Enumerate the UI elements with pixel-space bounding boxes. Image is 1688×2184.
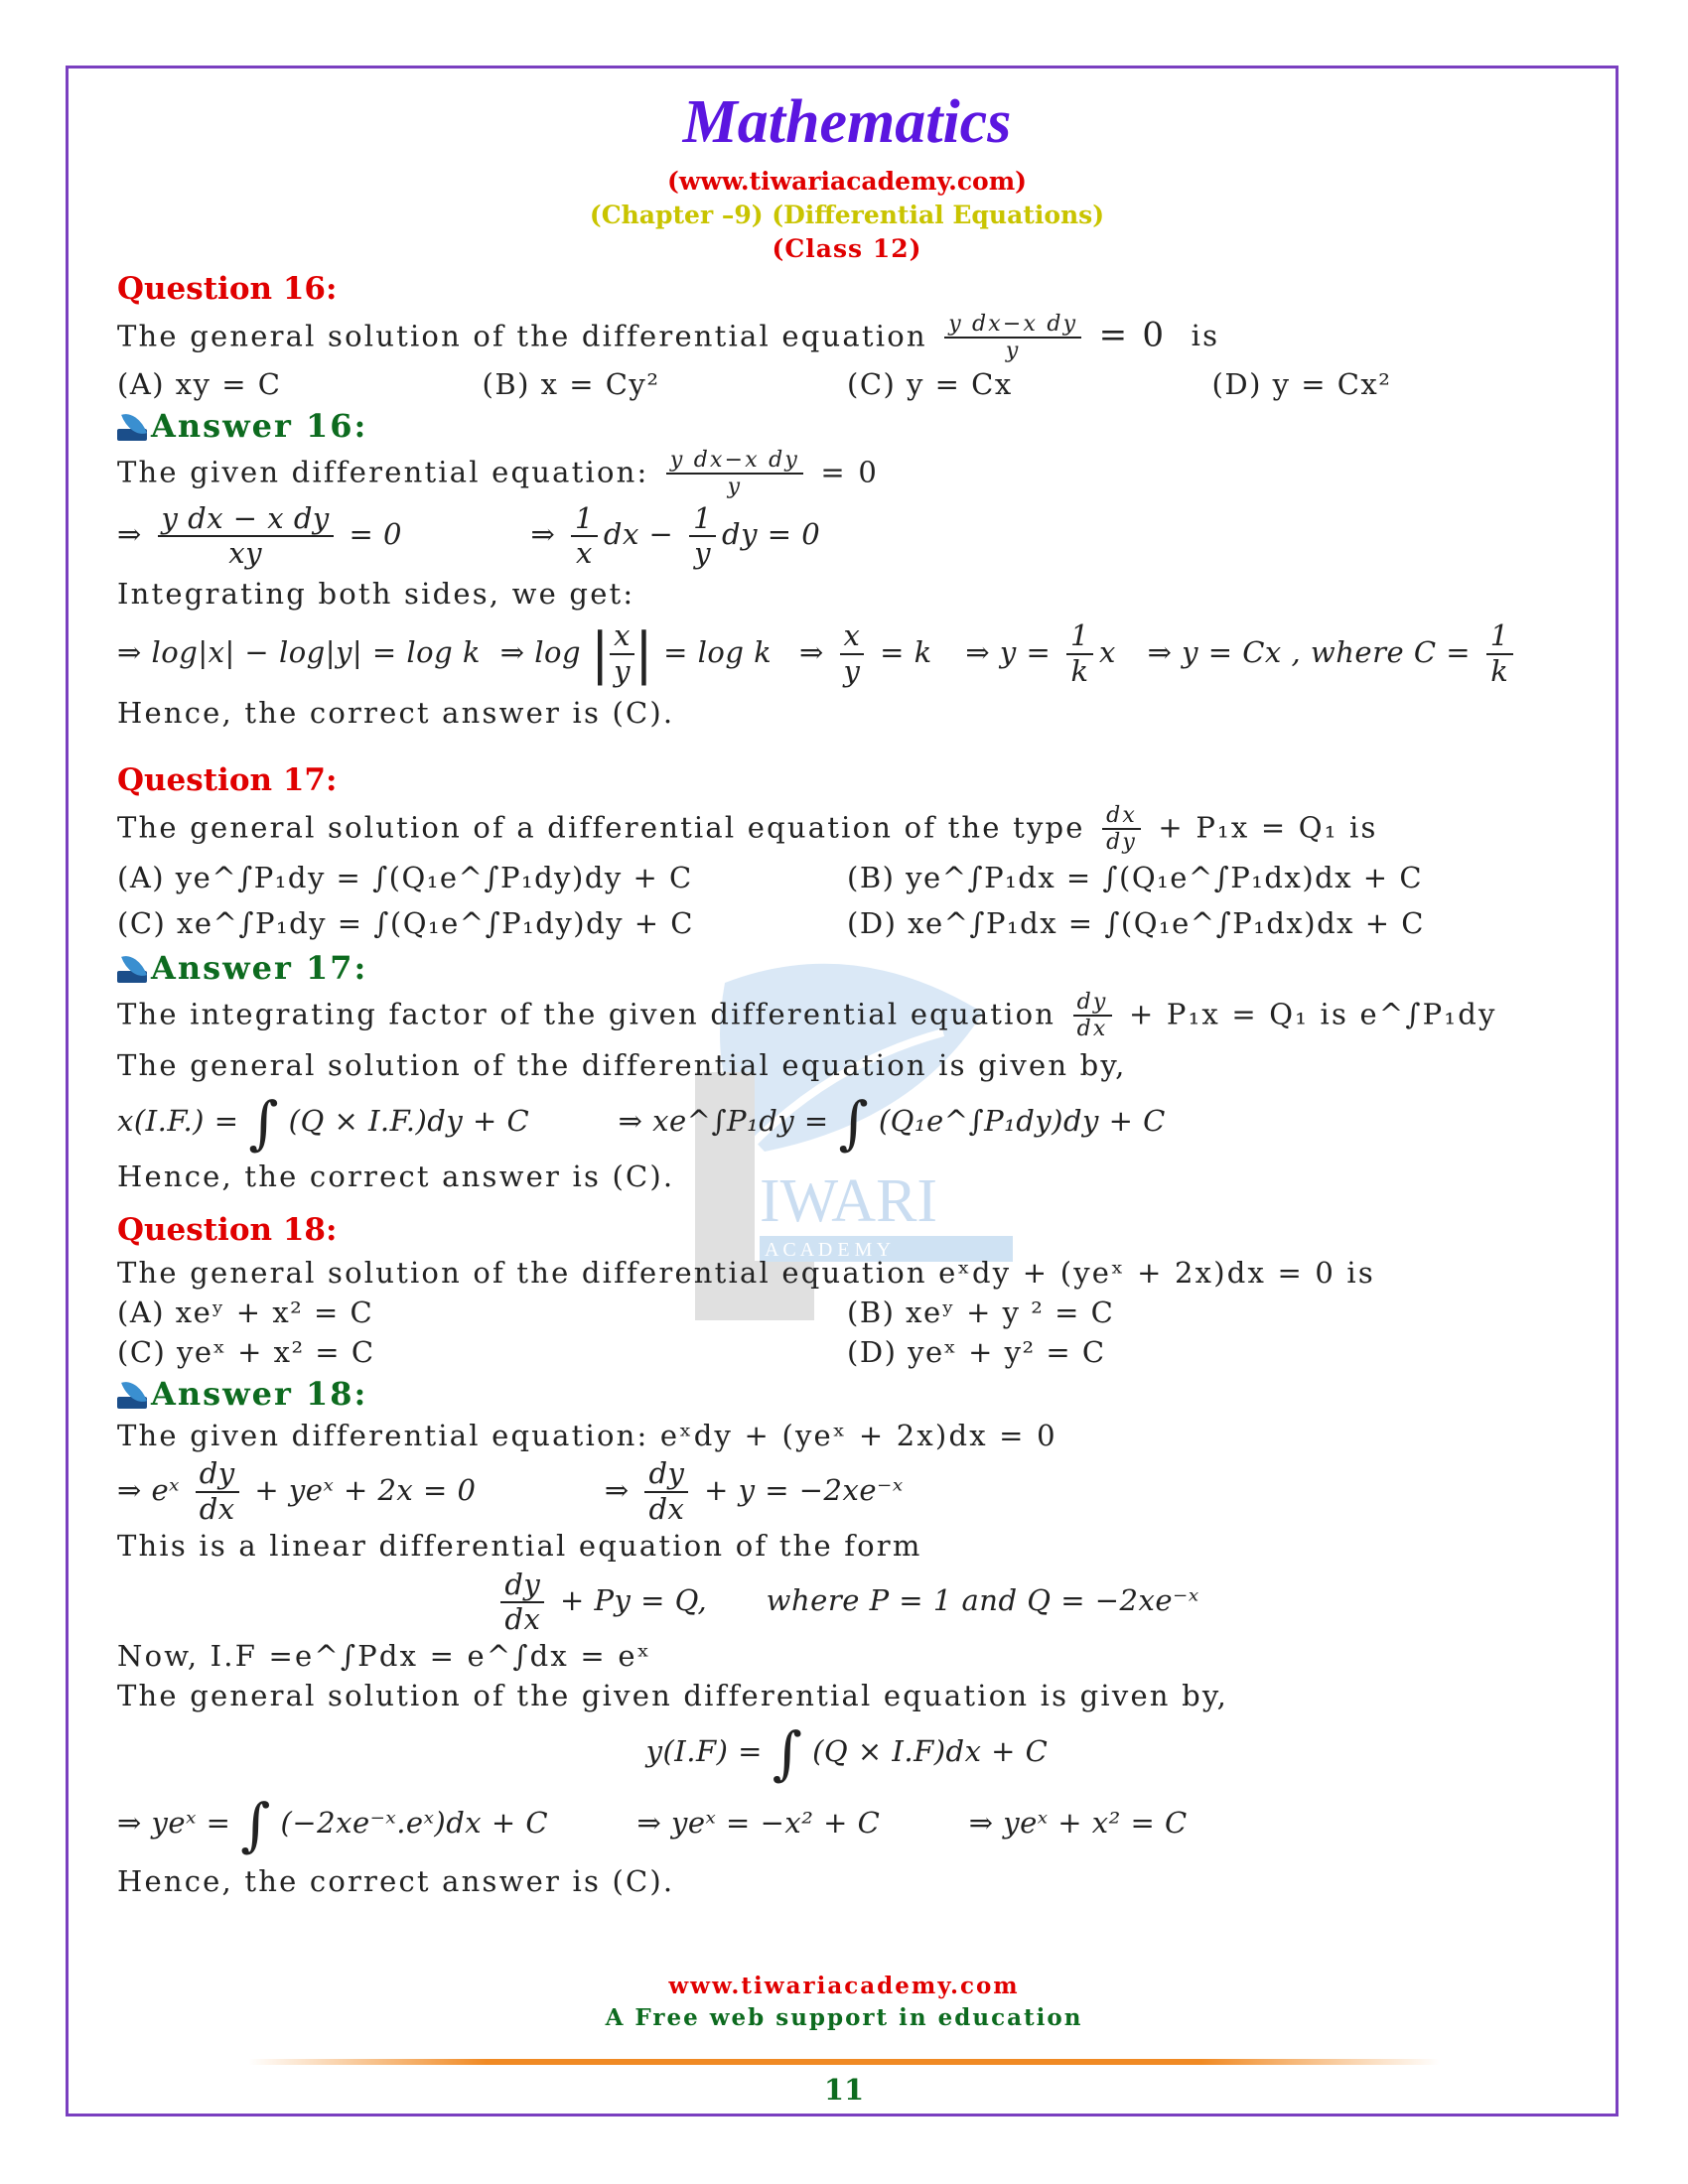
watermark-text: IWARI [760, 1167, 938, 1235]
question-18-options-row-2 [117, 1332, 1577, 1372]
a16-l2b-t2: dy = 0 [722, 517, 821, 552]
a18-l4-num: dy [500, 1569, 544, 1603]
a16-l2b-frac1 [571, 502, 598, 571]
footer-site-link[interactable]: www.tiwariacademy.com [668, 1973, 1020, 1999]
a16-l2a-pre: ⇒ [117, 517, 142, 552]
a17-line-1 [117, 990, 1577, 1042]
a18-line-6: The general solution of the given differential equation is given by, [117, 1679, 1229, 1713]
a17-l1-den: dx [1076, 1017, 1108, 1042]
a17-l1-num: dy [1073, 990, 1112, 1017]
q16-eq-rhs: = 0 [1098, 315, 1167, 355]
a16-l2b-t1: dx − [603, 517, 674, 552]
a18-l4-den: dx [504, 1602, 541, 1637]
a17-l3b-pre: ⇒ xe^∫P₁dy = [618, 1103, 829, 1138]
a18-conclusion: Hence, the correct answer is (C). [117, 1864, 675, 1899]
a16-l4b-rhs: = log k [663, 634, 773, 669]
header-chapter: (Chapter –9) (Differential Equations) [589, 201, 1105, 229]
a17-line-3 [117, 1088, 1577, 1157]
q17-fraction [1102, 803, 1141, 856]
a18-l7-post: (Q × I.F)dx + C [812, 1734, 1049, 1769]
a18-line-5: Now, I.F =e^∫Pdx = e^∫dx = eˣ [117, 1639, 652, 1674]
header-site[interactable]: (www.tiwariacademy.com) [666, 167, 1027, 196]
a16-l4d: ⇒ y = [965, 634, 1052, 669]
a18-l2b-den: dx [648, 1491, 685, 1526]
question-16-heading: Question 16: [117, 271, 338, 307]
a18-l2b-pre: ⇒ [604, 1472, 630, 1507]
quill-icon [117, 411, 147, 441]
a18-l2b-frac [644, 1457, 688, 1526]
a16-l2a-fraction [158, 502, 334, 571]
a16-l4a: ⇒ log|x| − log|y| = log k [117, 634, 481, 669]
a16-l1-text: The given differential equation: [117, 454, 649, 488]
a18-l2a-frac [196, 1457, 239, 1526]
a16-l4c-frac [839, 619, 864, 688]
option-d: (D) xe^∫P₁dx = ∫(Q₁e^∫P₁dx)dx + C [847, 906, 1425, 941]
option-b: (B) xeʸ + y ² = C [847, 1295, 1115, 1329]
a17-l1-text: The integrating factor of the given differential equation [117, 997, 1056, 1031]
a16-l4d-den: k [1070, 653, 1089, 688]
question-18-heading: Question 18: [117, 1211, 338, 1248]
q16-fraction [944, 312, 1081, 364]
a17-line-2: The general solution of the differential equation is given by, [117, 1047, 1127, 1082]
footer-divider [248, 2059, 1440, 2065]
q17-stem-tail: + P₁x = Q₁ is [1158, 809, 1378, 844]
a16-l4c-rhs: = k [880, 634, 932, 669]
a16-l4e-den: k [1490, 653, 1509, 688]
option-d: (D) yeˣ + y² = C [847, 1334, 1106, 1369]
question-17-options-row-2 [117, 900, 1577, 946]
a16-line-2 [117, 499, 1577, 570]
a16-l4e-num: 1 [1486, 619, 1513, 654]
option-c: (C) y = Cx [847, 366, 1013, 401]
question-16-stem [117, 312, 1577, 364]
a17-conclusion: Hence, the correct answer is (C). [117, 1159, 675, 1193]
integral-sign: ∫ [772, 1719, 803, 1788]
option-c: (C) yeˣ + x² = C [117, 1334, 375, 1369]
a16-l1-den: y [727, 474, 743, 499]
a16-l1-fraction [666, 448, 803, 500]
a16-l2b-pre: ⇒ [530, 517, 556, 552]
a18-l7-pre: y(I.F) = [645, 1734, 763, 1769]
integral-sign: ∫ [838, 1088, 870, 1157]
option-b: (B) ye^∫P₁dx = ∫(Q₁e^∫P₁dx)dx + C [847, 861, 1424, 895]
a18-l8a-pre: ⇒ yeˣ = [117, 1806, 231, 1841]
answer-17-heading-text: Answer 17: [151, 949, 368, 988]
answer-17-heading [117, 946, 1577, 990]
option-d: (D) y = Cx² [1211, 366, 1392, 401]
a18-l4-frac [500, 1569, 544, 1637]
question-17-heading: Question 17: [117, 761, 338, 798]
question-17-options-row-1 [117, 855, 1577, 900]
a16-l4d-num: 1 [1066, 619, 1093, 654]
q17-stem-text: The general solution of a differential equation of the type [117, 809, 1085, 844]
a16-l4d-tail: x [1099, 634, 1116, 669]
a16-l2a-rhs: = 0 [349, 517, 402, 552]
a16-l1-num: y dx−x dy [666, 448, 803, 475]
answer-16-heading-text: Answer 16: [151, 406, 368, 445]
a16-l4d-frac [1066, 619, 1093, 688]
a16-l2b-frac2 [689, 502, 716, 571]
a16-x: x [576, 536, 593, 571]
option-a: (A) xy = C [117, 366, 282, 401]
q16-is: is [1191, 319, 1220, 353]
q17-frac-num: dx [1102, 803, 1141, 830]
footer-tagline: A Free web support in education [605, 2004, 1083, 2031]
page-number: 11 [823, 2073, 865, 2107]
integral-sign: ∫ [240, 1791, 271, 1859]
a18-l2a-num: dy [196, 1457, 239, 1492]
a16-l4c-den: y [843, 653, 861, 688]
page-title: Mathematics [682, 88, 1012, 156]
abs-bar-left: | [590, 620, 611, 686]
a18-l2b-post: + y = −2xe⁻ˣ [704, 1472, 904, 1507]
a16-line-3: Integrating both sides, we get: [117, 576, 635, 611]
a18-line-7 [117, 1715, 1577, 1787]
question-17-stem [117, 803, 1577, 856]
a18-line-4 [117, 1566, 1577, 1636]
a16-line-1 [117, 448, 1577, 500]
a16-l2a-num: y dx − x dy [158, 502, 334, 537]
question-18-stem: The general solution of the differential equation eˣdy + (yeˣ + 2x)dx = 0 is [117, 1255, 1375, 1290]
a16-l4e: ⇒ y = Cx , where C = [1147, 634, 1472, 669]
a17-l3a-post: (Q × I.F.)dy + C [288, 1103, 530, 1138]
a17-l3a-pre: x(I.F.) = [117, 1103, 239, 1138]
watermark-subtext: A C A D E M Y [765, 1239, 892, 1261]
option-b: (B) x = Cy² [482, 366, 660, 401]
answer-18-heading [117, 1372, 1577, 1416]
a16-one-2: 1 [689, 502, 716, 537]
abs-bar-right: | [634, 620, 654, 686]
a17-l3b-post: (Q₁e^∫P₁dy)dy + C [878, 1103, 1166, 1138]
integral-sign: ∫ [248, 1088, 279, 1157]
option-a: (A) xeʸ + x² = C [117, 1295, 374, 1329]
a18-l2b-num: dy [644, 1457, 688, 1492]
question-16-options [117, 364, 1577, 404]
q17-frac-den: dy [1106, 829, 1137, 855]
a17-l1-tail: + P₁x = Q₁ is e^∫P₁dy [1128, 997, 1497, 1031]
a18-l8c: ⇒ yeˣ + x² = C [968, 1806, 1188, 1841]
a18-l8b: ⇒ yeˣ = −x² + C [636, 1806, 881, 1841]
a18-l8a-post: (−2xe⁻ˣ.eˣ)dx + C [280, 1806, 549, 1841]
a16-l4c: ⇒ [798, 634, 824, 669]
a16-line-4 [117, 616, 1577, 690]
a16-one-1: 1 [571, 502, 598, 537]
a17-l1-fraction [1073, 990, 1112, 1042]
a18-l2a-den: dx [199, 1491, 235, 1526]
a16-l4b-num: x [610, 619, 634, 654]
a18-l4-where: where P = 1 and Q = −2xe⁻ˣ [766, 1583, 1199, 1618]
question-18-options-row-1 [117, 1293, 1577, 1332]
option-c: (C) xe^∫P₁dy = ∫(Q₁e^∫P₁dy)dy + C [117, 906, 694, 941]
a16-l4e-frac [1486, 619, 1513, 688]
a18-line-1: The given differential equation: eˣdy + (yeˣ + 2x)dx = 0 [117, 1418, 1057, 1452]
a18-l4-post: + Py = Q, [560, 1583, 708, 1618]
a16-y: y [694, 536, 711, 571]
a16-l4b-den: y [614, 653, 632, 688]
a18-line-2 [117, 1455, 1577, 1526]
q16-frac-num: y dx−x dy [944, 312, 1081, 339]
a16-l4c-num: x [840, 619, 865, 654]
q16-stem-text: The general solution of the differential equation [117, 319, 927, 353]
page-content [117, 79, 1577, 1904]
header-class: (Class 12) [772, 234, 922, 263]
a16-l2a-den: xy [228, 536, 263, 571]
a16-conclusion: Hence, the correct answer is (C). [117, 695, 675, 730]
a18-l2a-post: + yeˣ + 2x = 0 [254, 1472, 477, 1507]
quill-icon [117, 1379, 147, 1409]
a16-l4b: ⇒ log [499, 634, 582, 669]
footer [0, 1971, 1688, 2034]
a18-line-8 [117, 1787, 1577, 1858]
q16-frac-den: y [1005, 339, 1021, 364]
answer-16-heading [117, 404, 1577, 448]
quill-icon [117, 953, 147, 983]
a16-l4b-frac [610, 619, 634, 688]
a18-line-3: This is a linear differential equation of the form [117, 1529, 922, 1564]
a16-l1-rhs: = 0 [820, 454, 879, 488]
a18-l2a-pre: ⇒ eˣ [117, 1472, 180, 1507]
answer-18-heading-text: Answer 18: [151, 1374, 368, 1413]
option-a: (A) ye^∫P₁dy = ∫(Q₁e^∫P₁dy)dy + C [117, 861, 693, 895]
